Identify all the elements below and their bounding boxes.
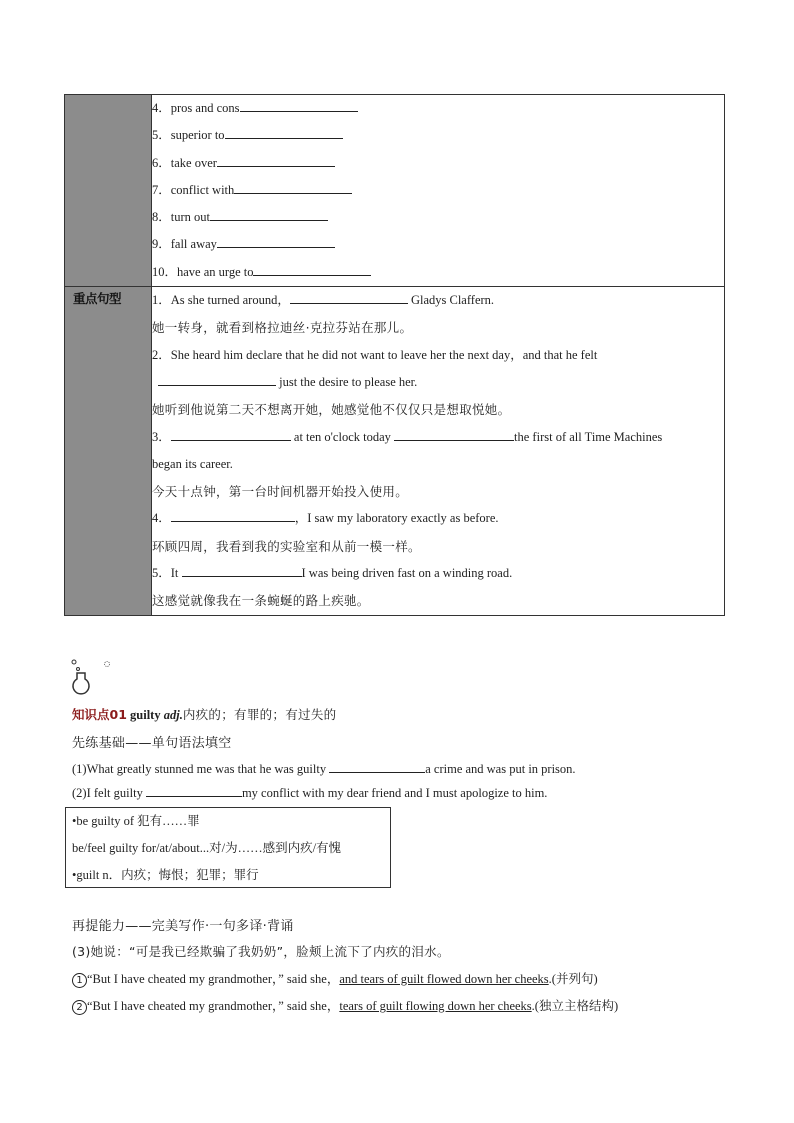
table-side-cell bbox=[65, 95, 152, 287]
sentence-en: 3． at ten o'clock today the first of all Time Machines bbox=[152, 424, 724, 451]
circled-number: 2 bbox=[72, 1000, 87, 1015]
usage-note-line: be/feel guilty for/at/about...对/为……感到内疚/有愧 bbox=[72, 841, 342, 855]
sentence-cn: 环顾四周，我看到我的实验室和从前一模一样。 bbox=[152, 538, 421, 554]
sentence-en: 2．She heard him declare that he did not want to leave her the next day，and that he felt bbox=[152, 347, 598, 362]
question-2: (2)I felt guilty my conflict with my dear friend and I must apologize to him. bbox=[72, 783, 547, 801]
sentence-cn: 这感觉就像我在一条蜿蜒的路上疾驰。 bbox=[152, 593, 370, 609]
sentence-cn: 今天十点钟，第一台时间机器开始投入使用。 bbox=[152, 484, 409, 500]
phrase-item: 7．conflict with bbox=[152, 177, 724, 204]
phrase-item: 10．have an urge to bbox=[152, 259, 724, 286]
sentences-cell bbox=[152, 287, 725, 616]
answer-blank[interactable] bbox=[329, 759, 425, 773]
vocab-sentence-table bbox=[64, 94, 725, 616]
answer-blank[interactable] bbox=[158, 372, 276, 386]
answer-blank[interactable] bbox=[171, 508, 295, 522]
sentence-en: began its career. bbox=[152, 456, 233, 471]
answer-blank[interactable] bbox=[225, 125, 343, 139]
answer-blank[interactable] bbox=[253, 262, 371, 276]
basics-heading: 先练基础——单句语法填空 bbox=[72, 736, 232, 751]
sentence-en: 5．It I was being driven fast on a winding road. bbox=[152, 560, 724, 587]
answer-1: 1 “But I have cheated my grandmother，” said she，and tears of guilt flowed down her cheeks.(并列句) bbox=[72, 969, 598, 988]
sentence-cn: 她一转身，就看到格拉迪丝·克拉芬站在那儿。 bbox=[152, 320, 413, 336]
question-1: (1)What greatly stunned me was that he was guilty a crime and was put in prison. bbox=[72, 759, 576, 777]
flask-icon bbox=[68, 659, 98, 695]
answer-blank[interactable] bbox=[146, 783, 242, 797]
usage-note-line: •be guilty of 犯有……罪 bbox=[72, 814, 200, 828]
answer-blank[interactable] bbox=[182, 563, 302, 577]
answer-2: 2 “But I have cheated my grandmother，” said she，tears of guilt flowing down her cheeks.(独立主格结构) bbox=[72, 996, 618, 1015]
answer-blank[interactable] bbox=[171, 427, 291, 441]
question-3: (3)她说：“可是我已经欺骗了我奶奶”，脸颊上流下了内疚的泪水。 bbox=[72, 944, 450, 959]
table-side-cell bbox=[65, 287, 152, 616]
answer-blank[interactable] bbox=[210, 207, 328, 221]
phrase-item: 9．fall away bbox=[152, 231, 724, 258]
key-sentences-label: 重点句型 bbox=[73, 291, 122, 307]
answer-blank[interactable] bbox=[217, 234, 335, 248]
sentence-en: just the desire to please her. bbox=[152, 369, 724, 396]
ability-heading: 再提能力——完美写作·一句多译·背诵 bbox=[72, 919, 294, 934]
sentence-en: 1．As she turned around， Gladys Claffern. bbox=[152, 287, 724, 314]
phrase-item: 4．pros and cons bbox=[152, 95, 724, 122]
answer-blank[interactable] bbox=[394, 427, 514, 441]
usage-note-line: •guilt n．内疚；悔恨；犯罪；罪行 bbox=[72, 868, 259, 882]
phrases-cell bbox=[152, 95, 725, 287]
usage-note-box bbox=[65, 807, 391, 888]
phrase-item: 5．superior to bbox=[152, 122, 724, 149]
phrase-item: 6．take over bbox=[152, 150, 724, 177]
sentence-cn: 她听到他说第二天不想离开她，她感觉他不仅仅只是想取悦她。 bbox=[152, 402, 511, 418]
phrase-item: 8．turn out bbox=[152, 204, 724, 231]
knowledge-point-title: 知识点01 guilty adj.内疚的；有罪的；有过失的 bbox=[72, 707, 337, 722]
answer-blank[interactable] bbox=[217, 153, 335, 167]
sparkle-icon bbox=[102, 659, 112, 669]
sentence-en: 4． ，I saw my laboratory exactly as before. bbox=[152, 505, 724, 532]
answer-blank[interactable] bbox=[240, 98, 358, 112]
answer-blank[interactable] bbox=[290, 290, 408, 304]
circled-number: 1 bbox=[72, 973, 87, 988]
answer-blank[interactable] bbox=[234, 180, 352, 194]
